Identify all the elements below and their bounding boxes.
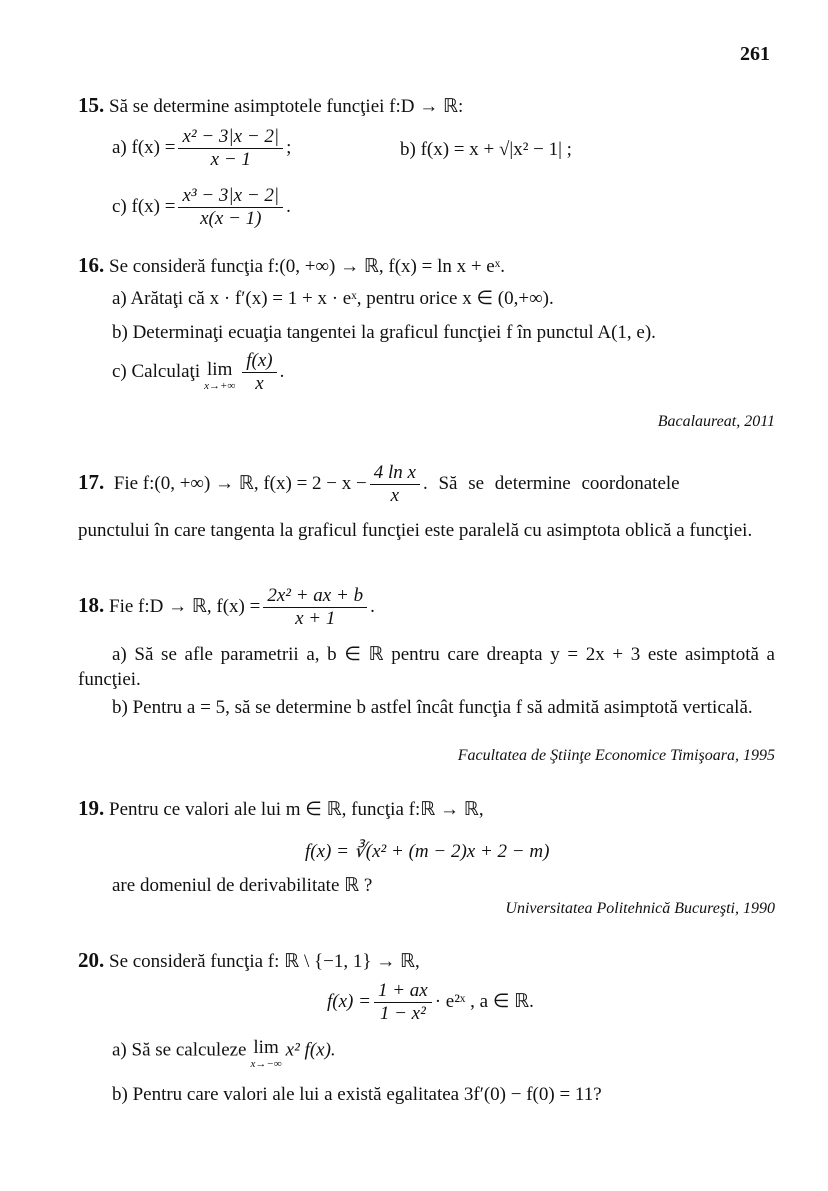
numerator: x² − 3|x − 2|: [178, 126, 283, 149]
formula-tail: x² f(x).: [285, 1039, 336, 1061]
problem-number: 15.: [78, 93, 105, 117]
problem-20-b: b) Pentru care valori ale lui a există egalitatea 3f′(0) − f(0) = 11?: [112, 1084, 602, 1105]
lim: lim: [253, 1037, 279, 1058]
source-citation: Facultatea de Ştiinţe Economice Timişoara, 1995: [457, 747, 775, 764]
problem-20-a: [112, 1032, 336, 1070]
problem-18-a: a) Să se afle parametrii a, b ∈ ℝ pentru care dreapta y = 2x + 3 este asimptotă a funcţiei.: [78, 644, 775, 690]
numerator: x³ − 3|x − 2|: [178, 185, 283, 208]
problem-19-question: are domeniul de derivabilitate ℝ ?: [112, 875, 373, 896]
problem-text: Fie f:(0, +∞) → ℝ, f(x) = 2 − x −: [113, 472, 367, 494]
lim-sub: x→−∞: [250, 1058, 282, 1070]
label: c) f(x) =: [112, 195, 176, 217]
source-citation: Universitatea Politehnică Bucureşti, 1990: [505, 900, 775, 917]
problem-16-intro: [78, 253, 505, 279]
problem-15-a: [112, 126, 291, 171]
fraction: [374, 980, 432, 1025]
denominator: x(x − 1): [200, 208, 262, 229]
problem-number: 20.: [78, 948, 105, 972]
punct: .: [279, 360, 285, 382]
problem-16-b: b) Determinaţi ecuaţia tangentei la graficul funcţiei f în punctul A(1, e).: [112, 322, 656, 343]
label: f(x) =: [327, 990, 371, 1012]
punct: .: [286, 195, 291, 217]
problem-19-intro: [78, 796, 484, 822]
problem-15-b: b) f(x) = x + √|x² − 1| ;: [400, 139, 572, 160]
problem-20-formula: [327, 980, 534, 1025]
punct: .: [370, 595, 375, 617]
problem-16-a: a) Arătaţi că x · f′(x) = 1 + x · eˣ, pentru orice x ∈ (0,+∞).: [112, 288, 554, 309]
problem-text: Să se determine asimptotele funcţiei f:D → ℝ:: [109, 96, 464, 117]
denominator: x: [390, 485, 400, 506]
problem-19-formula: f(x) = ∛(x² + (m − 2)x + 2 − m): [305, 841, 550, 862]
problem-18-intro: [78, 585, 375, 630]
problem-15-intro: [78, 93, 463, 119]
problem-17-rest: punctului în care tangenta la graficul funcţiei este paralelă cu asimptota oblică a funcţiei.: [78, 520, 753, 541]
page-number: 261: [740, 43, 770, 65]
fraction: [178, 126, 283, 171]
problem-text: Se consideră funcţia f: ℝ \ {−1, 1} → ℝ,: [109, 951, 420, 972]
denominator: x + 1: [295, 608, 336, 629]
lim: lim: [207, 358, 233, 380]
fraction: [370, 462, 420, 507]
formula-tail: · e²ˣ , a ∈ ℝ.: [434, 990, 534, 1012]
problem-number: 16.: [78, 253, 105, 277]
label: a) f(x) =: [112, 136, 176, 158]
problem-number: 17.: [78, 469, 105, 494]
punct: ;: [286, 136, 292, 158]
problem-17-intro: [78, 462, 680, 507]
numerator: f(x): [242, 350, 276, 373]
denominator: x: [255, 373, 264, 394]
problem-20-intro: [78, 948, 420, 974]
lim-sub: x→+∞: [204, 379, 236, 392]
problem-text: Fie f:D → ℝ, f(x) =: [109, 595, 261, 617]
problem-number: 19.: [78, 796, 105, 820]
limit: [251, 1032, 282, 1070]
problem-15-c: [112, 185, 291, 230]
numerator: 1 + ax: [374, 980, 432, 1003]
fraction: [178, 185, 283, 230]
source-citation: Bacalaureat, 2011: [657, 413, 775, 430]
numerator: 2x² + ax + b: [263, 585, 367, 608]
problem-text: Pentru ce valori ale lui m ∈ ℝ, funcţia f:ℝ → ℝ,: [109, 799, 484, 820]
problem-text: Se consideră funcţia f:(0, +∞) → ℝ, f(x) = ln x + eˣ.: [109, 256, 505, 277]
label: a) Să se calculeze: [112, 1039, 247, 1061]
label: c) Calculaţi: [112, 360, 201, 382]
problem-16-c: [112, 350, 284, 395]
problem-18-b: b) Pentru a = 5, să se determine b astfel încât funcţia f să admită asimptotă verticală.: [112, 697, 753, 718]
denominator: x − 1: [210, 149, 251, 170]
fraction: [263, 585, 367, 630]
problem-number: 18.: [78, 592, 105, 617]
fraction: [242, 350, 276, 395]
limit: [204, 354, 235, 392]
denominator: 1 − x²: [379, 1003, 426, 1024]
numerator: 4 ln x: [370, 462, 420, 485]
problem-text: . Să se determine coordonatele: [422, 472, 680, 494]
